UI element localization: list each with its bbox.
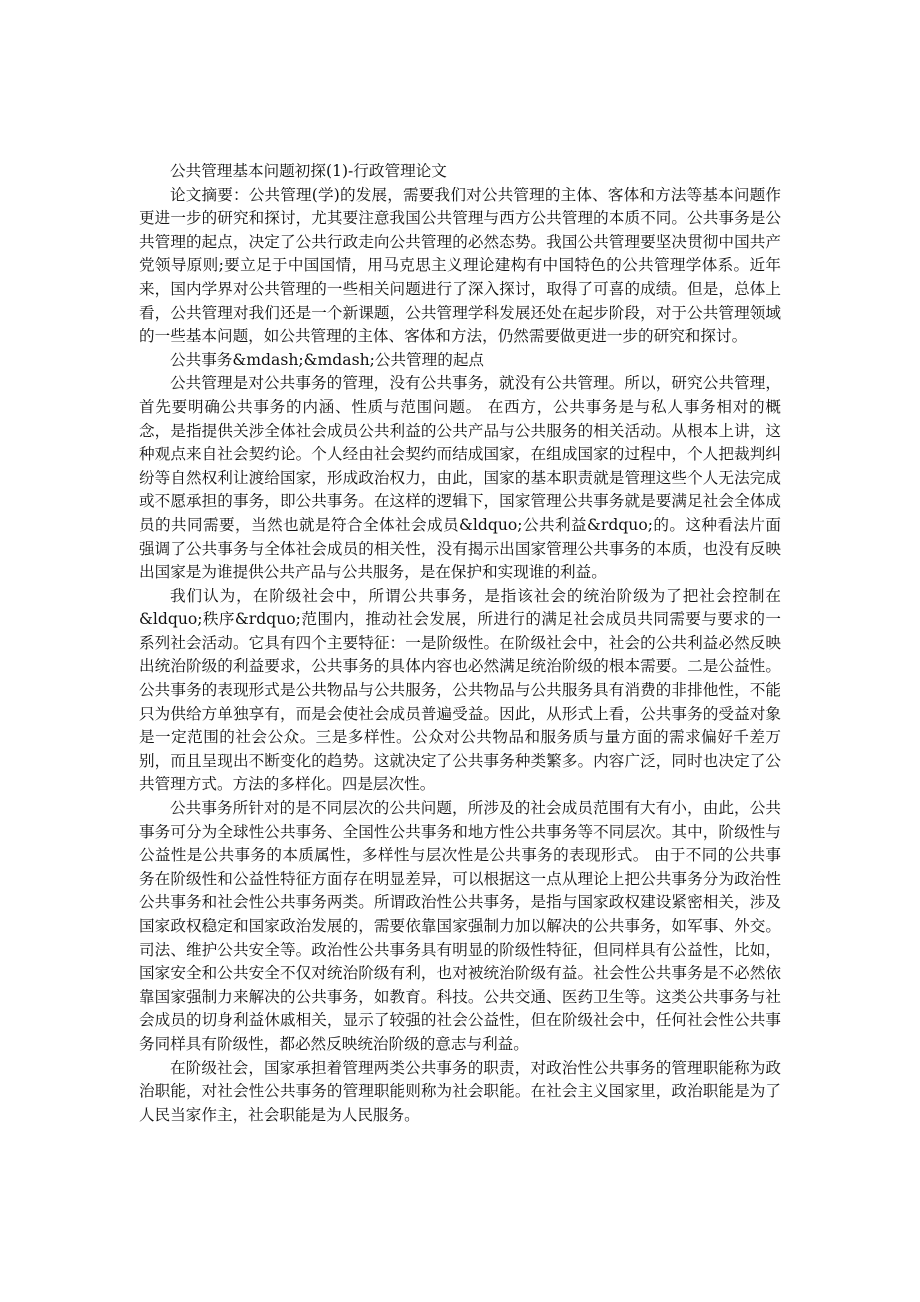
- document-title: 公共管理基本问题初探(1)-行政管理论文: [170, 162, 447, 180]
- body-paragraph-4: 在阶级社会，国家承担着管理两类公共事务的职责，对政治性公共事务的管理职能称为政治职能，对社会性公共事务的管理职能则称为社会职能。在社会主义国家里，政治职能是为了人民当家作主，社会职能是为人民服务。: [139, 1058, 781, 1124]
- body-paragraph-3: 公共事务所针对的是不同层次的公共问题，所涉及的社会成员范围有大有小，由此，公共事务可分为全球性公共事务、全国性公共事务和地方性公共事务等不同层次。其中，阶级性与公益性是公共事务的本质属性，多样性与层次性是公共事务的表现形式。 由于不同的公共事务在阶级性和公益性特征方面存在明显差异，可以根据这一点从理论上把公共事务分为政治性公共事务和社会性公共事务两类。所谓政治性公共事务，是指与国家政权建设紧密相关，涉及国家政权稳定和国家政治发展的，需要依靠国家强制力加以解决的公共事务，如军事、外交。司法、维护公共安全等。政治性公共事务具有明显的阶级性特征，但同样具有公益性，比如，国家安全和公共安全不仅对统治阶级有利，也对被统治阶级有益。社会性公共事务是不必然依靠国家强制力来解决的公共事务，如教育。科技。公共交通、医药卫生等。这类公共事务与社会成员的切身利益休戚相关，显示了较强的社会公益性，但在阶级社会中，任何社会性公共事务同样具有阶级性，都必然反映统治阶级的意志与利益。: [139, 799, 781, 1053]
- document-body: [139, 160, 781, 1127]
- abstract-paragraph: 论文摘要：公共管理(学)的发展，需要我们对公共管理的主体、客体和方法等基本问题作更进一步的研究和探讨，尤其要注意我国公共管理与西方公共管理的本质不同。公共事务是公共管理的起点，决定了公共行政走向公共管理的必然态势。我国公共管理要坚决贯彻中国共产党领导原则;要立足于中国国情，用马克思主义理论建构有中国特色的公共管理学体系。近年来，国内学界对公共管理的一些相关问题进行了深入探讨，取得了可喜的成绩。但是，总体上看，公共管理对我们还是一个新课题，公共管理学科发展还处在起步阶段，对于公共管理领域的一些基本问题，如公共管理的主体、客体和方法，仍然需要做更进一步的研究和探讨。: [139, 185, 781, 346]
- section-heading: 公共事务&mdash;&mdash;公共管理的起点: [170, 350, 485, 369]
- body-paragraph-2: 我们认为，在阶级社会中，所谓公共事务，是指该社会的统治阶级为了把社会控制在&ldquo;秩序&rdquo;范围内，推动社会发展，所进行的满足社会成员共同需要与要求的一系列社会活动。它具有四个主要特征：一是阶级性。在阶级社会中，社会的公共利益必然反映出统治阶级的利益要求，公共事务的具体内容也必然满足统治阶级的根本需要。二是公益性。公共事务的表现形式是公共物品与公共服务，公共物品与公共服务具有消费的非排他性，不能只为供给方单独享有，而是会使社会成员普遍受益。因此，从形式上看，公共事务的受益对象是一定范围的社会公众。三是多样性。公众对公共物品和服务质与量方面的需求偏好千差万别，而且呈现出不断变化的趋势。这就决定了公共事务种类繁多。内容广泛，同时也决定了公共管理方式。方法的多样化。四是层次性。: [139, 586, 781, 794]
- body-paragraph-1: 公共管理是对公共事务的管理，没有公共事务，就没有公共管理。所以，研究公共管理，首先要明确公共事务的内涵、性质与范围问题。 在西方，公共事务是与私人事务相对的概念，是指提供关涉全体社会成员公共利益的公共产品与公共服务的相关活动。从根本上讲，这种观点来自社会契约论。个人经由社会契约而结成国家，在组成国家的过程中，个人把裁判纠纷等自然权利让渡给国家，形成政治权力，由此，国家的基本职责就是管理这些个人无法完成或不愿承担的事务，即公共事务。在这样的逻辑下，国家管理公共事务就是要满足社会全体成员的共同需要，当然也就是符合全体社会成员&ldquo;公共利益&rdquo;的。这种看法片面强调了公共事务与全体社会成员的相关性，没有揭示出国家管理公共事务的本质，也没有反映出国家是为谁提供公共产品与公共服务，是在保护和实现谁的利益。: [139, 374, 781, 582]
